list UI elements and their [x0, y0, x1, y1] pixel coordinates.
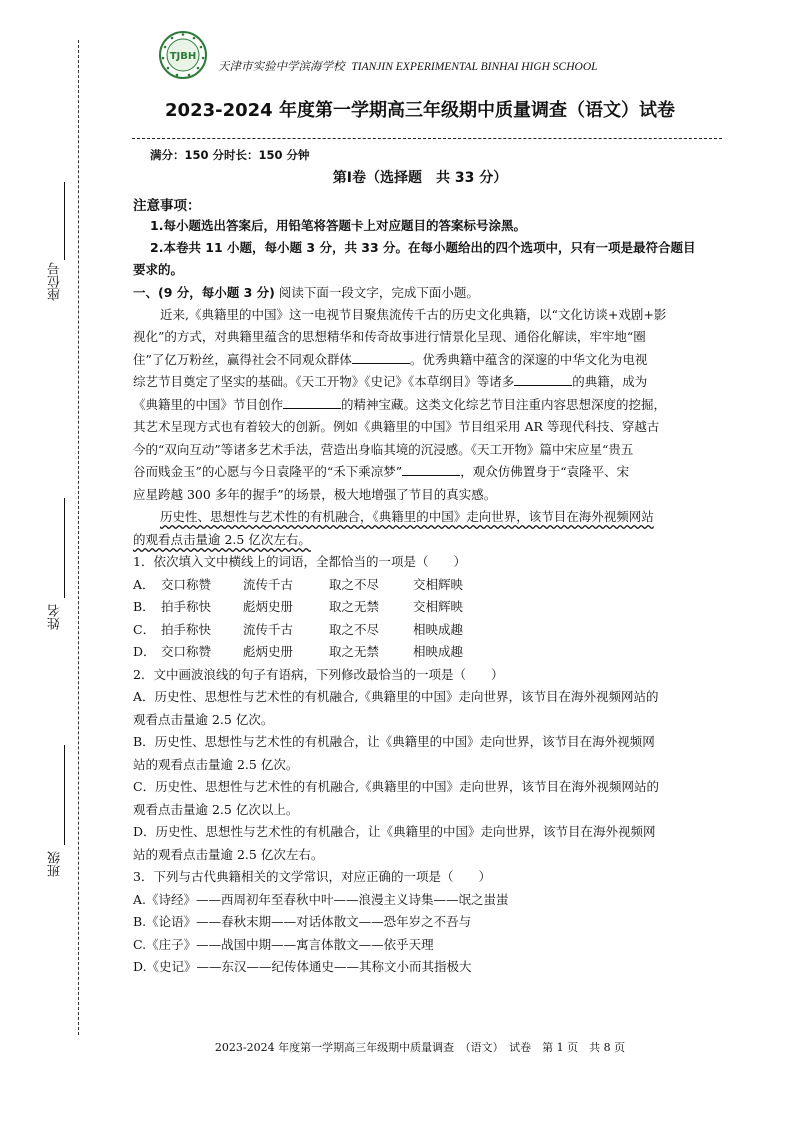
student-name-label: 姓名	[48, 604, 63, 630]
passage-line-7: 今的“双向互动”等诸多艺术手法，营造出身临其境的沉浸感。《天工开物》篇中宋应星“贵五	[133, 442, 634, 457]
class-underline[interactable]	[64, 745, 65, 845]
passage-text: 谷而贱金玉”的心愿与今日袁隆平的“禾下乘凉梦”	[133, 464, 403, 479]
part1-heading-bold: 一、(9 分，每小题 3 分)	[133, 285, 275, 300]
passage-text: 综艺节目奠定了坚实的基础。《天工开物》《史记》《本草纲目》等诸多	[133, 374, 515, 389]
fill-blank-1[interactable]	[352, 351, 410, 364]
question-1-option-c[interactable]	[133, 619, 463, 642]
logo-text: TJBH	[169, 51, 197, 62]
question-2-option-d[interactable]: D．历史性、思想性与艺术性的有机融合，让《典籍里的中国》走向世界，该节目在海外视频网	[133, 824, 656, 839]
option-word: 彪炳史册	[243, 644, 294, 659]
school-name-cn: 天津市实验中学滨海学校	[218, 61, 345, 73]
part1-heading	[133, 282, 479, 305]
option-word: 交相辉映	[413, 577, 464, 592]
option-word: 拍手称快	[161, 599, 212, 614]
note-item-2-cont: 要求的。	[133, 262, 184, 277]
seat-number-field	[48, 182, 72, 302]
option-word: 交相辉映	[413, 599, 464, 614]
passage-line-3	[133, 349, 647, 372]
option-word: 彪炳史册	[243, 599, 294, 614]
option-word: 相映成趣	[413, 622, 464, 637]
question-2-option-d-cont: 站的观看点击量逾 2.5 亿次左右。	[133, 847, 324, 862]
passage-text: 。优秀典籍中蕴含的深邃的中华文化为电视	[409, 352, 648, 367]
question-1-option-b[interactable]	[133, 596, 463, 619]
question-2-stem: 2．文中画波浪线的句子有语病，下列修改最恰当的一项是（ ）	[133, 667, 504, 682]
passage-line-8	[133, 461, 629, 484]
question-3-option-d[interactable]: D.《史记》——东汉——纪传体通史——其称文小而其指极大	[133, 959, 472, 974]
passage-line-5	[133, 394, 666, 417]
fill-blank-3[interactable]	[283, 396, 341, 409]
passage-text: 的精神宝藏。这类文化综艺节目注重内容思想深度的挖掘，	[341, 397, 667, 412]
option-label: A．	[133, 577, 155, 592]
option-word: 取之无禁	[329, 599, 380, 614]
question-2-option-b-cont: 站的观看点击量逾 2.5 亿次。	[133, 757, 299, 772]
school-name-en: TIANJIN EXPERIMENTAL BINHAI HIGH SCHOOL	[351, 61, 598, 73]
option-label: D．	[133, 644, 156, 659]
passage-text: 的典籍，成为	[572, 374, 648, 389]
class-label: 班级	[48, 851, 63, 877]
question-2-option-c-cont: 观看点击量逾 2.5 亿次以上。	[133, 802, 299, 817]
option-word: 取之不尽	[329, 577, 380, 592]
passage-line-2: 视化”的方式，对典籍里蕴含的思想精华和传奇故事进行情景化呈现、通俗化解读，牢牢地“圈	[133, 329, 646, 344]
title-divider	[132, 138, 722, 139]
wavy-underlined-sentence: 历史性、思想性与艺术性的有机融合，《典籍里的中国》走向世界，该节目在海外视频网站	[160, 509, 654, 524]
question-1-stem: 1．依次填入文中横线上的词语，全都恰当的一项是（ ）	[133, 554, 466, 569]
option-word: 拍手称快	[161, 622, 212, 637]
section-title: 第Ⅰ卷（选择题 共 33 分）	[332, 170, 508, 186]
seat-number-label: 座位号	[48, 262, 63, 301]
option-label: C．	[133, 622, 156, 637]
page-footer: 2023-2024 年度第一学期高三年级期中质量调查 （语文） 试卷 第 1 页 共 8 页	[214, 1041, 626, 1054]
student-name-field	[48, 498, 72, 638]
school-logo	[158, 30, 208, 80]
school-name	[218, 58, 598, 74]
question-3-option-b[interactable]: B.《论语》——春秋末期——对话体散文——恐年岁之不吾与	[133, 914, 472, 929]
passage-text: 住”了亿万粉丝，赢得社会不同观众群体	[133, 352, 352, 367]
option-word: 流传千古	[243, 577, 294, 592]
option-word: 相映成趣	[413, 644, 464, 659]
question-2-option-b[interactable]: B．历史性、思想性与艺术性的有机融合，让《典籍里的中国》走向世界，该节目在海外视频网	[133, 734, 655, 749]
question-1-option-a[interactable]	[133, 574, 463, 597]
binding-line	[78, 40, 79, 1035]
option-word: 交口称赞	[161, 577, 212, 592]
question-2-option-c[interactable]: C．历史性、思想性与艺术性的有机融合,《典籍里的中国》走向世界，该节目在海外视频网站的	[133, 779, 660, 794]
question-2-option-a-cont: 观看点击量逾 2.5 亿次。	[133, 712, 274, 727]
fill-blank-4[interactable]	[402, 463, 460, 476]
student-name-underline[interactable]	[64, 498, 65, 598]
part1-heading-text: 阅读下面一段文字，完成下面小题。	[278, 285, 479, 300]
seat-number-underline[interactable]	[64, 182, 65, 260]
option-word: 流传千古	[243, 622, 294, 637]
question-3-stem: 3．下列与古代典籍相关的文学常识，对应正确的一项是（ ）	[133, 869, 491, 884]
question-3-option-a[interactable]: A.《诗经》——西周初年至春秋中叶——浪漫主义诗集——氓之蚩蚩	[133, 892, 509, 907]
exam-title: 2023-2024 年度第一学期高三年级期中质量调查（语文）试卷	[165, 100, 675, 121]
fill-blank-2[interactable]	[514, 373, 572, 386]
passage-text: 《典籍里的中国》节目创作	[133, 397, 284, 412]
wavy-underlined-sentence-cont: 的观看点击量逾 2.5 亿次左右。	[133, 532, 311, 547]
option-word: 取之无禁	[329, 644, 380, 659]
question-2-option-a[interactable]: A．历史性、思想性与艺术性的有机融合,《典籍里的中国》走向世界，该节目在海外视频网站的	[133, 689, 659, 704]
option-word: 交口称赞	[161, 644, 212, 659]
passage-line-4	[133, 371, 647, 394]
passage-line-1: 近来,《典籍里的中国》这一电视节目聚焦流传千古的历史文化典籍，以“文化访谈+戏剧+影	[160, 307, 667, 322]
notes-heading: 注意事项：	[133, 198, 201, 214]
question-1-option-d[interactable]	[133, 641, 463, 664]
passage-line-6: 其艺术呈现方式也有着较大的创新。例如《典籍里的中国》节目组采用 AR 等现代科技、穿越古	[133, 419, 660, 434]
note-item-2: 2.本卷共 11 小题，每小题 3 分，共 33 分。在每小题给出的四个选项中，只有一项是最符合题目	[150, 240, 696, 255]
passage-text: ，观众仿佛置身于“袁隆平、宋	[460, 464, 630, 479]
class-field	[48, 745, 72, 885]
note-item-1: 1.每小题选出答案后，用铅笔将答题卡上对应题目的答案标号涂黑。	[150, 218, 526, 233]
question-3-option-c[interactable]: C.《庄子》——战国中期——寓言体散文——依乎天理	[133, 937, 434, 952]
score-line: 满分：150 分时长：150 分钟	[150, 148, 310, 162]
option-word: 取之不尽	[329, 622, 380, 637]
passage-line-9: 应星跨越 300 多年的握手”的场景，极大地增强了节目的真实感。	[133, 487, 497, 502]
option-label: B．	[133, 599, 155, 614]
